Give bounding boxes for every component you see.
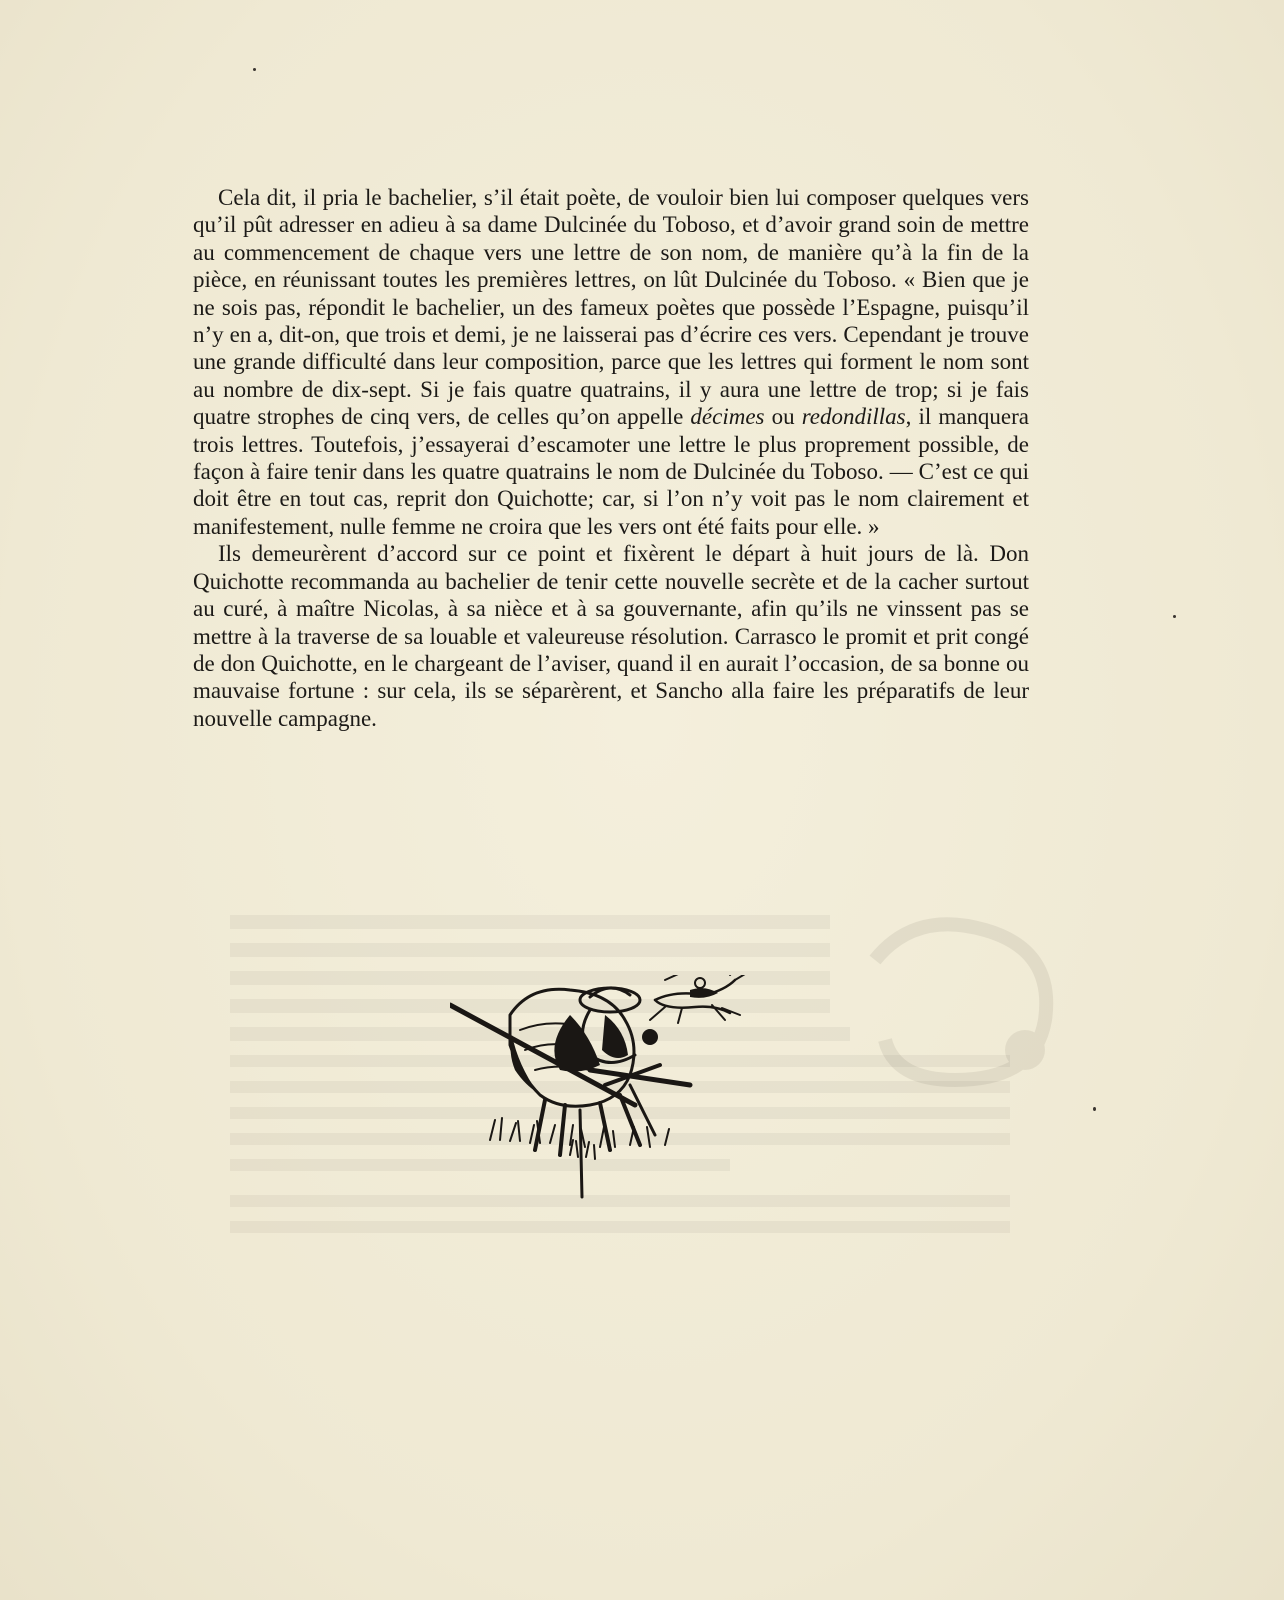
paragraph <box>193 540 1029 732</box>
text-run: Ils demeurèrent d’accord sur ce point et fixèrent le départ à huit jours de là. Don Quichotte recommanda au bachelier de tenir cette nouvelle secrète et de la cacher surtout au curé, à maître Nicolas, à sa nièce et à sa gouvernante, afin qu’ils ne vinssent pas se mettre à la traverse de sa louable et valeureuse résolution. Carrasco le promit et prit congé de don Quichotte, en le chargeant de l’aviser, quand il en aurait l’occasion, de sa bonne ou mauvaise fortune : sur cela, ils se séparèrent, et Sancho alla faire les préparatifs de leur nouvelle campagne. <box>193 541 1029 731</box>
paper-speck <box>1173 615 1176 618</box>
paragraph <box>193 184 1029 540</box>
tailpiece-vignette-icon <box>450 975 770 1225</box>
body-text <box>193 184 1029 732</box>
italic-term: redondillas <box>801 404 906 430</box>
text-run: ou <box>764 404 802 430</box>
paper-speck <box>253 68 256 71</box>
text-run: Cela dit, il pria le bachelier, s’il était poète, de vouloir bien lui composer quelques vers qu’il pût adresser en adieu à sa dame Dulcinée du Toboso, et d’avoir grand soin de mettre au commencement de chaque vers une lettre de son nom, de manière qu’à la fin de la pièce, en réunissant toutes les premières lettres, on lût Dulcinée du Toboso. « Bien que je ne sois pas, répondit le bachelier, un des fameux poètes que possède l’Espagne, puisqu’il n’y en a, dit-on, que trois et demi, je ne laisserai pas d’écrire ces vers. Cependant je trouve une grande difficulté dans leur composition, parce que les lettres qui forment le nom sont au nombre de dix-sept. Si je fais quatre quatrains, il y aura une lettre de trop; si je fais quatre strophes de cinq vers, de celles qu’on appelle <box>193 185 1029 430</box>
text-run: , il manquera trois lettres. Toutefois, j’essayerai d’escamoter une lettre le plus proprement possible, de façon à faire tenir dans les quatre quatrains le nom de Dulcinée du Toboso. — C’est ce qui doit être en tout cas, reprit don Quichotte; car, si l’on n’y voit pas le nom clairement et manifestement, nulle femme ne croira que les vers ont été faits pour elle. » <box>193 404 1030 539</box>
paper-speck <box>1093 1107 1096 1111</box>
italic-term: décimes <box>690 404 765 430</box>
